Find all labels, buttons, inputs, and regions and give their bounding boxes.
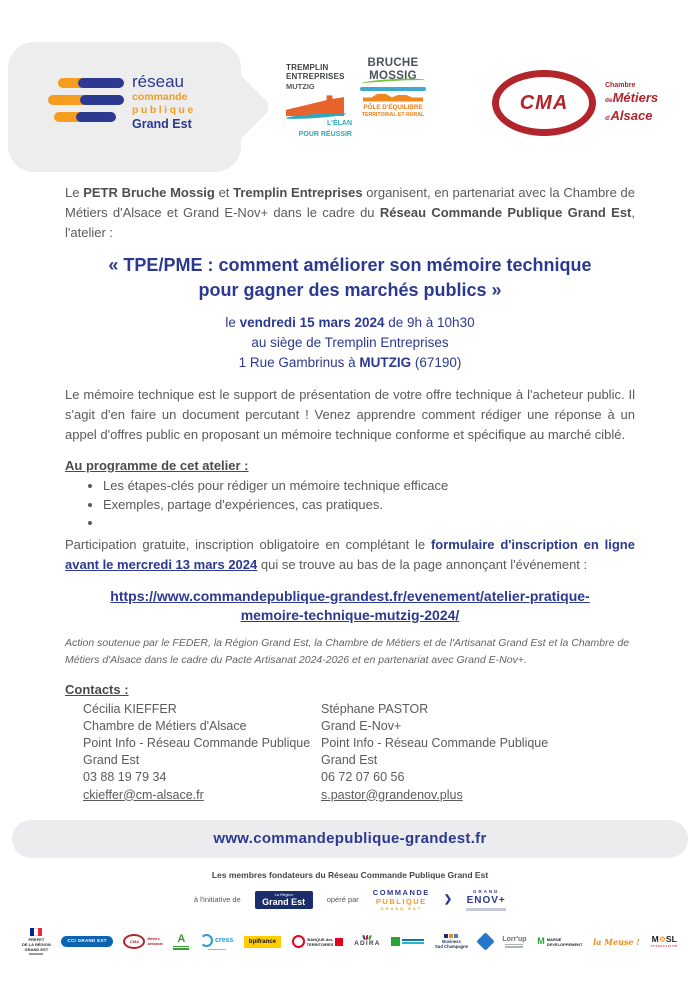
blue-diamond-partner-logo [479,935,492,948]
intro-text-1: Le [65,185,84,200]
tremplin-name-2: ENTREPRISES [286,72,345,81]
mosl-logo [650,935,677,948]
chambre-metiers-alsace-logo [492,70,658,136]
registration-link-line1[interactable]: https://www.commandepublique-grandest.fr/evenement/atelier-pratique- [110,587,590,604]
tremplin-city: MUTZIG [286,82,315,91]
contact-left-phone: 03 88 19 79 34 [83,770,167,785]
cci-pill: CCI GRAND EST [61,936,112,947]
event-time: de 9h à 10h30 [384,315,475,330]
cp-line2: PUBLIQUE [375,896,427,906]
mosl-m: M [651,934,659,945]
program-heading: Au programme de cet atelier : [65,458,249,473]
banque-des-territoires-logo [292,935,344,948]
agricultures-territoires-logo [173,934,189,950]
ardennes-bar2 [402,942,424,944]
cci-grand-est-logo [61,936,112,947]
event-street: 1 Rue Gambrinus à [238,355,360,370]
workshop-title [65,253,635,303]
rcp-line-grand-est: Grand Est [132,117,192,131]
cma-alsace-word: Alsace [610,107,653,123]
cma-mini-line1: Métiers [147,937,160,942]
bruche-river-icon [360,87,426,91]
initiative-row [0,888,700,912]
enov-subtext-bar [466,908,506,911]
region-small-text: La Région [274,892,293,898]
contact-right [321,701,635,804]
agriculture-a-icon: A [177,932,186,945]
bsc-line2: Sud Champagne [434,944,469,950]
diamond-icon [476,933,494,951]
bruche-mossig-logo [356,57,430,119]
bruche-subtitle-2: TERRITORIAL ET RURAL [361,111,425,118]
program-bullet-1: • Les étapes-clés pour rédiger un mémoire technique efficace [103,477,635,496]
contact-right-phone: 06 72 07 60 56 [321,770,405,785]
marne-text [547,937,583,947]
prefet-line1: PRÉFET [28,937,45,943]
meuse-script-word: la Meuse ! [593,936,640,947]
cma-artisanat-logo [123,934,162,949]
cma-acronym: CMA [519,91,569,114]
cma-chambre: Chambre [605,81,636,89]
cma-oval-icon [492,70,596,136]
cress-word: cress [214,937,234,945]
commande-publique-logo [373,888,430,912]
lorrup-word: Lorr'up [502,935,527,943]
banque-line2: TERRITOIRES [306,941,334,947]
chevron-right-icon: ❯ [443,894,453,906]
enov-big-text: ENOV+ [466,894,506,906]
contact-right-org: Grand E-Nov+ [321,718,402,733]
cress-logo [200,934,233,950]
ardennes-text-bars [402,939,424,944]
bsc-line1: Business [442,939,461,945]
bpifrance-logo [244,936,281,948]
registration-text-1: Participation gratuite, inscription obligatoire en complétant le [65,536,431,552]
website-url: www.commandepublique-grandest.fr [213,830,487,848]
cp-line1: COMMANDE [372,887,430,897]
event-city: MUTZIG [359,355,412,370]
contact-right-role1: Point Info - Réseau Commande Publique [321,735,549,750]
contacts-heading: Contacts : [65,681,129,697]
marne-m-icon: M [537,936,545,947]
agriculture-text-bar1 [173,946,189,948]
cma-mini-line2: Artisanat [147,941,163,946]
tremplin-name-1: TREMPLIN [286,63,329,72]
event-date-pre: le [225,315,240,330]
banque-square-icon [335,938,343,946]
partner-logos-strip [22,924,678,960]
intro-text-2: et [214,185,234,200]
prefet-motto-line [29,953,43,955]
ardennes-developpement-logo [391,937,424,946]
event-details [65,313,635,373]
enov-small-text: GRAND [472,888,500,894]
cma-d: d' [605,114,611,122]
adira-logo [354,935,381,948]
intro-bold-tremplin: Tremplin Entreprises [233,185,363,200]
event-date: vendredi 15 mars 2024 [239,315,385,330]
mosl-sl: SL [665,934,677,945]
operated-label: opéré par [326,895,359,905]
contact-right-name: Stéphane PASTOR [321,701,429,716]
registration-deadline: avant le mercredi 13 mars 2024 [65,556,258,572]
description-paragraph: Le mémoire technique est le support de présentation de votre offre technique à l'acheteur public. Il s'agit d'en faire un document percutant ! Venez apprendre comment rédiger une réponse à un appel d'offres public en proposant un mémoire technique conforme et spécifique au marché ciblé. [65,387,635,442]
cma-alsace [605,108,658,126]
intro-text-4: , l'atelier : [65,205,636,240]
reseau-commande-publique-logo-icon [48,78,124,122]
founders-label: Les membres fondateurs du Réseau Commande Publique Grand Est [211,869,489,880]
bsc-squares-icon [444,934,458,938]
lorrup-subtext-bar2 [505,946,523,947]
prefet-line2: DE LA RÉGION [22,942,51,948]
mosl-subtext: ATTRACTIVITÉ [650,943,678,948]
contact-right-role2: Grand Est [321,753,378,768]
meuse-logo [593,938,640,946]
event-date-line [65,313,635,333]
program-bullet-2: • Exemples, partage d'expériences, cas pratiques. [103,496,635,515]
event-zip: (67190) [411,355,462,370]
rcp-line-publique: publique [132,104,196,116]
contact-right-email[interactable]: s.pastor@grandenov.plus [321,787,463,802]
cp-line3: GRAND EST [380,905,423,911]
cress-swirl-icon [200,934,213,947]
cma-mini-oval-icon: CMA [123,934,145,949]
bruche-village-skyline-icon [363,93,423,102]
event-address-line [65,353,635,373]
initiative-label: à l'initiative de [193,895,241,905]
cress-subtext-bar [208,949,226,950]
cma-logo-text [605,81,658,126]
banque-ring-icon [292,935,305,948]
adira-word: ADIRA [354,940,381,948]
ardennes-green-square-icon [391,937,400,946]
contact-left-role2: Grand Est [83,753,140,768]
cma-metiers-word: Métiers [612,89,659,105]
grand-enov-logo [466,889,506,911]
tremplin-tagline-1: L'ÉLAN [327,120,352,127]
contact-left-email[interactable]: ckieffer@cm-alsace.fr [83,787,204,802]
program-list [65,477,635,533]
contact-left-org: Chambre de Métiers d'Alsace [83,718,247,733]
lorrup-logo [502,936,526,948]
prefet-line3: GRAND EST [24,947,49,953]
intro-paragraph [65,183,635,243]
region-grand-est-logo [255,891,313,909]
bpifrance-box: bpifrance [244,936,281,948]
event-venue-line: au siège de Tremplin Entreprises [251,335,449,350]
banque-line1: BANQUE des [307,936,333,942]
tremplin-tagline-2: POUR RÉUSSIR [298,130,352,138]
prefet-grand-est-logo [22,928,51,955]
mosl-gear-icon: ⚙ [658,934,666,944]
intro-bold-reseau: Réseau Commande Publique Grand Est [379,205,632,220]
funding-note: Action soutenue par le FEDER, la Région Grand Est, la Chambre de Métiers et de l'Artisanat Grand Est et la Chambre de Métiers d'Alsace dans le cadre du Pacte Artisanat 2024-2026 et en partenariat avec Grand E-Nov+. [65,636,630,666]
rcp-line-commande: commande [132,91,188,103]
registration-link[interactable] [65,587,635,625]
mosl-wordmark [652,935,677,944]
registration-link-line2[interactable]: memoire-technique-mutzig-2024/ [240,606,460,623]
tremplin-entreprises-logo [286,63,352,139]
bruche-name-1: BRUCHE [367,57,419,69]
rcp-line-reseau: réseau [132,72,184,91]
region-big-text: Grand Est [262,897,306,908]
agriculture-text-bar2 [173,948,189,950]
banque-text [307,937,334,947]
workshop-title-line1: « TPE/PME : comment améliorer son mémoire technique [108,255,592,275]
french-flag-icon [30,928,42,936]
website-banner [12,820,688,858]
business-sud-champagne-logo [435,934,468,949]
cma-mini-text [147,937,162,946]
marne-line1: MARNE [546,936,562,942]
registration-form-mention: formulaire d'inscription en ligne [430,536,635,552]
contact-left-role1: Point Info - Réseau Commande Publique [83,735,311,750]
cma-de: de [605,96,613,104]
registration-paragraph [65,535,635,575]
footer [0,820,700,960]
intro-bold-petr: PETR Bruche Mossig [83,185,215,200]
cma-metiers [605,90,658,108]
contact-left-name: Cécilia KIEFFER [83,701,177,716]
marne-line2: DEVELOPPEMENT [546,941,583,947]
contacts-columns [65,701,635,804]
bruche-subtitle-1: PÔLE D'ÉQUILIBRE [363,103,423,111]
program-bullet-3 [103,514,635,533]
reseau-commande-publique-logo-text [132,72,196,132]
bruche-name-2: MOSSIG [369,69,417,82]
lorrup-subtext-bar1 [505,944,523,945]
intro-text-3: organisent, en partenariat avec la Chambre de Métiers d'Alsace et Grand E-Nov+ dans le cadre du [65,185,636,220]
marne-developpement-logo [537,937,582,947]
header-banner [8,42,241,172]
contact-left [83,701,321,804]
workshop-title-line2: pour gagner des marchés publics » [198,280,502,300]
registration-text-2: qui se trouve au bas de la page annonçant l'événement : [257,556,588,572]
ardennes-bar1 [402,939,424,941]
